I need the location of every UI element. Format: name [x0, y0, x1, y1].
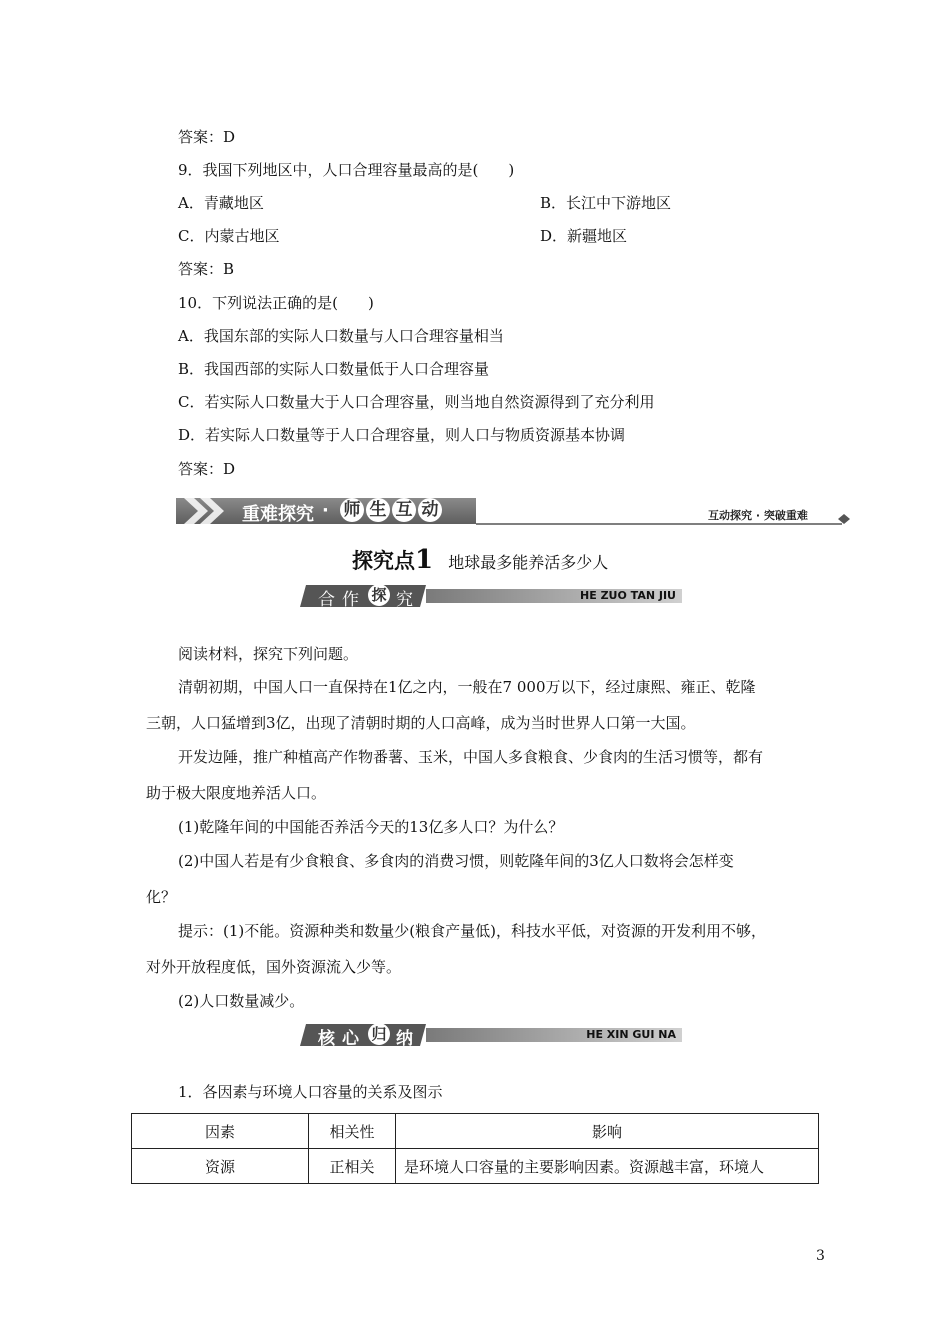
list-title: 1．各因素与环境人口容量的关系及图示 [178, 1083, 443, 1101]
page-number: 3 [816, 1248, 825, 1264]
table-header-cell: 影响 [396, 1114, 819, 1149]
q9-option-d: D．新疆地区 [540, 227, 628, 245]
material-p2-line1: 开发边陲，推广种植高产作物番薯、玉米，中国人多食粮食、少食肉的生活习惯等，都有 [178, 748, 764, 766]
material-p1-line2: 三朝，人口猛增到3亿，出现了清朝时期的人口高峰，成为当时世界人口第一大国。 [146, 714, 696, 732]
hint-line1: 提示：(1)不能。资源种类和数量少(粮食产量低)，科技水平低，对资源的开发利用不够， [178, 922, 766, 940]
core-char-1: 核 [318, 1029, 335, 1049]
section-banner-char-4: 动 [418, 498, 442, 522]
material-p2-line2: 助于极大限度地养活人口。 [146, 784, 327, 802]
q9-option-c: C．内蒙古地区 [178, 227, 280, 245]
q10-option-d: D．若实际人口数量等于人口合理容量，则人口与物质资源基本协调 [178, 426, 626, 444]
section-banner-dot: · [322, 500, 329, 521]
question-2-line1: (2)中国人若是有少食粮食、多食肉的消费习惯，则乾隆年间的3亿人口数将会怎样变 [178, 852, 734, 870]
coop-char-4: 究 [396, 590, 413, 610]
question-2-line2: 化？ [146, 888, 177, 906]
table-header-row [132, 1114, 819, 1149]
exploration-point-heading [352, 545, 608, 575]
point-title: 地球最多能养活多少人 [448, 553, 609, 572]
coop-banner [300, 583, 682, 609]
point-label: 探究点 [352, 549, 415, 573]
material-p1-line1: 清朝初期，中国人口一直保持在1亿之内，一般在7 000万以下，经过康熙、雍正、乾隆 [178, 678, 756, 696]
section-banner-right: 互动探究 · 突破重难 [708, 509, 808, 522]
hint-line2: 对外开放程度低，国外资源流入少等。 [146, 958, 402, 976]
coop-char-1: 合 [318, 590, 335, 610]
hint-line3: (2)人口数量减少。 [178, 992, 305, 1010]
table-cell: 资源 [132, 1149, 309, 1184]
question-1: (1)乾隆年间的中国能否养活今天的13亿多人口？为什么？ [178, 818, 564, 836]
q9-stem: 9．我国下列地区中，人口合理容量最高的是( ) [178, 161, 515, 179]
factor-table [131, 1113, 819, 1184]
section-banner-char-2: 生 [366, 498, 390, 522]
point-number: 1 [415, 545, 434, 575]
q9-option-b: B．长江中下游地区 [540, 194, 672, 212]
table-row [132, 1149, 819, 1184]
core-banner [300, 1022, 682, 1048]
core-char-4: 纳 [396, 1029, 413, 1049]
core-char-3: 归 [368, 1023, 390, 1045]
table-cell: 是环境人口容量的主要影响因素。资源越丰富，环境人 [396, 1149, 819, 1184]
section-banner-left-a: 重难探究 [242, 504, 314, 525]
q10-option-b: B．我国西部的实际人口数量低于人口合理容量 [178, 360, 490, 378]
table-cell: 正相关 [309, 1149, 396, 1184]
coop-char-3: 探 [368, 584, 390, 606]
coop-pinyin: HE ZUO TAN JIU [580, 589, 676, 602]
material-intro: 阅读材料，探究下列问题。 [178, 645, 359, 663]
coop-char-2: 作 [342, 590, 359, 610]
q10-option-a: A．我国东部的实际人口数量与人口合理容量相当 [178, 327, 504, 345]
section-banner [176, 494, 850, 528]
q9-option-a: A．青藏地区 [178, 194, 264, 212]
core-char-2: 心 [342, 1029, 359, 1049]
core-pinyin: HE XIN GUI NA [586, 1028, 676, 1041]
section-banner-char-1: 师 [340, 498, 364, 522]
q9-answer: 答案：B [178, 260, 235, 278]
section-banner-char-3: 互 [392, 498, 416, 522]
q10-answer: 答案：D [178, 460, 236, 478]
table-header-cell: 因素 [132, 1114, 309, 1149]
q10-option-c: C．若实际人口数量大于人口合理容量，则当地自然资源得到了充分利用 [178, 393, 655, 411]
table-header-cell: 相关性 [309, 1114, 396, 1149]
q8-answer: 答案：D [178, 128, 236, 146]
q10-stem: 10．下列说法正确的是( ) [178, 294, 374, 312]
